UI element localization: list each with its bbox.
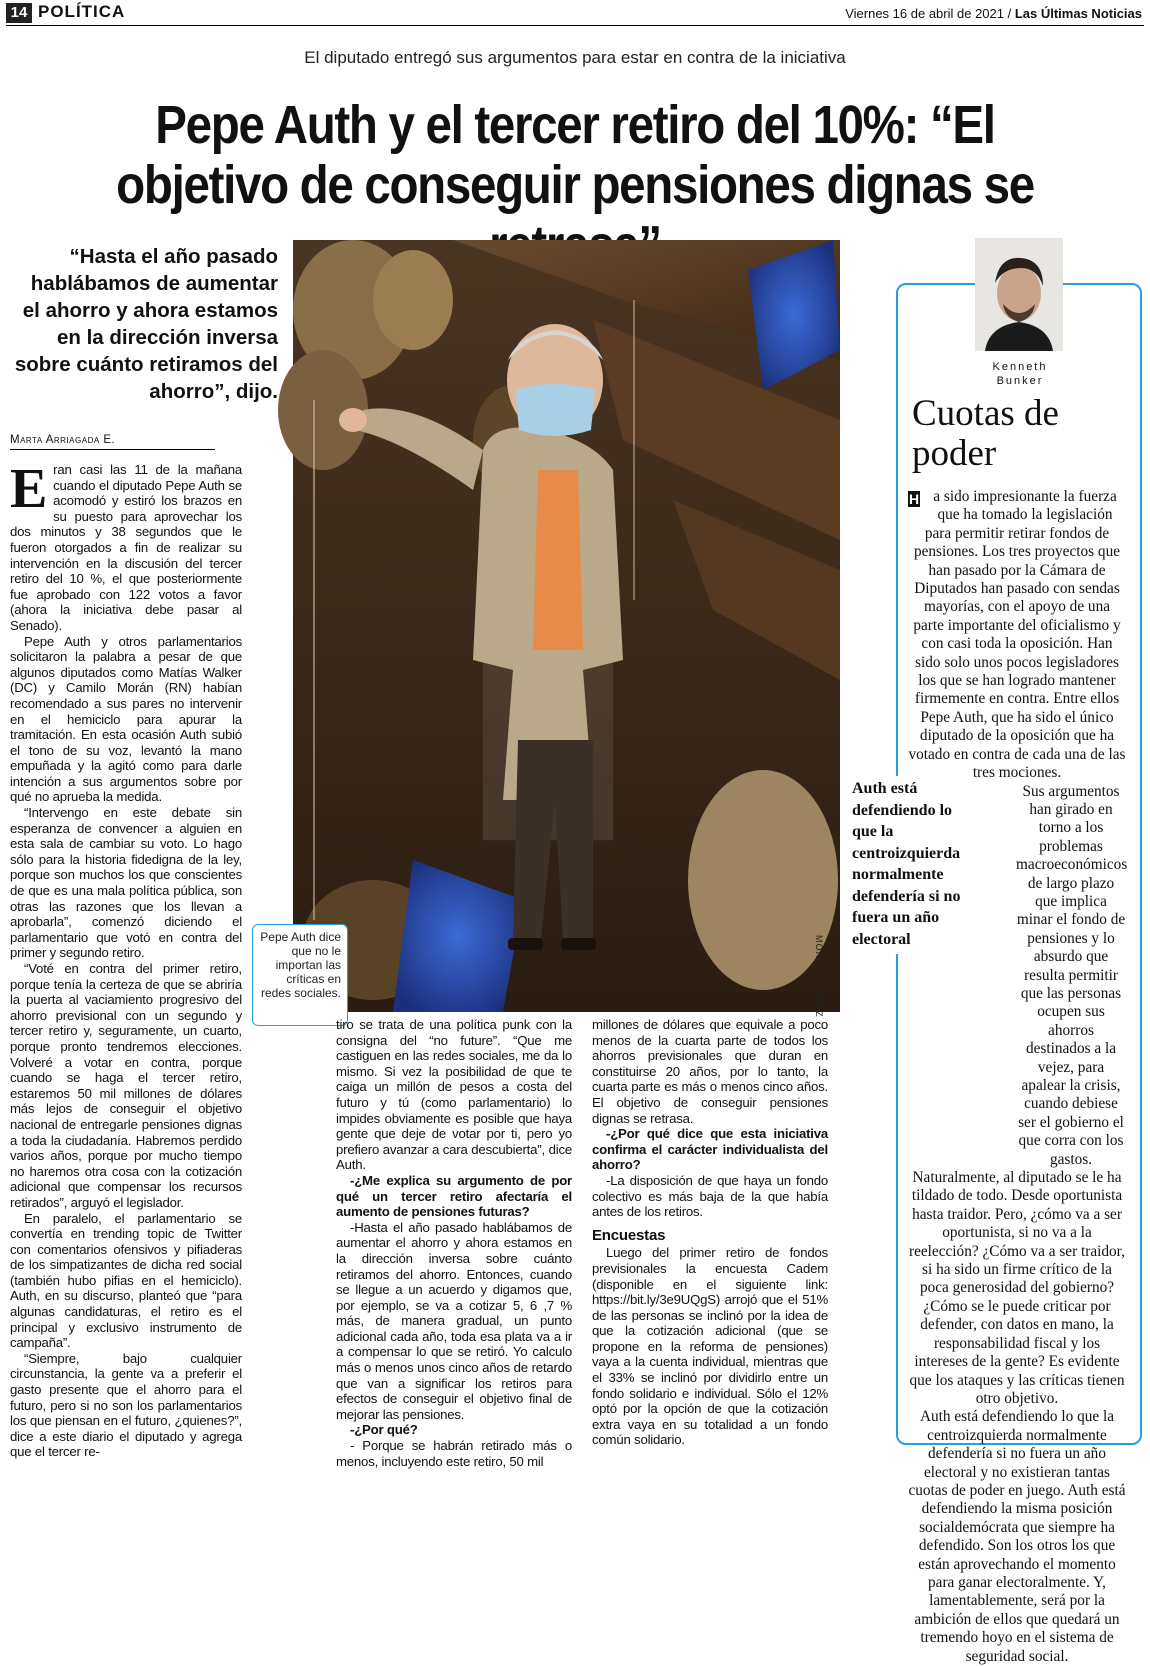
- publication-name: Las Últimas Noticias: [1014, 6, 1142, 21]
- issue-date: Viernes 16 de abril de 2021 /: [845, 6, 1012, 21]
- interview-question: -¿Me explica su argumento de por qué un tercer retiro afectaría el aumento de pensiones futuras?: [336, 1172, 572, 1220]
- side-quote: Auth está defendiendo lo que la centroizquierda normalmente defendería si no fuera un año electoral: [852, 776, 966, 954]
- article-paragraph: -La disposición de que haya un fondo colectivo es más baja de la que había antes de los retiros.: [592, 1172, 828, 1220]
- column-drop-cap: H: [908, 491, 920, 507]
- column-author: Kenneth Bunker: [975, 360, 1065, 388]
- photo-caption: Pepe Auth dice que no le importan las críticas en redes sociales.: [252, 924, 348, 1026]
- column-paragraph: Sus argumentos han girado en torno a los problemas macroeconómicos de largo plazo que implica minar el fondo de pensiones y lo absurdo que resulta permitir que las personas ocupen sus ahorros destinados a la vejez, para apalear la crisis, cuando debiese ser el gobierno el que corra con los gastos.: [1016, 782, 1128, 1168]
- article-paragraph: -Hasta el año pasado hablábamos de aumentar el ahorro y ahora estamos en la dirección inversa sobre cuánto retiramos del ahorro. Entonces, cuando se llegue a un acuerdo y digamos que, por ejemplo, se va a cotizar 5, 6 ,7 % más, de manera gradual, un punto adicional cada año, toda esa plata va a ir a compensar lo que se retiró. Yo calculo más o menos unos cinco años de retardo que van a significar los retiros para efectos de conseguir el objetivo final de mejorar las pensiones.: [336, 1219, 572, 1422]
- column-paragraph: Naturalmente, al diputado se le ha tildado de todo. Desde oportunista hasta traidor. Pero, ¿cómo va a ser oportunista, si no va a la reelección? ¿Cómo va a ser traidor, si ha sido un firme crítico de la poca generosidad del gobierno? ¿Cómo se le puede criticar por defender, con datos en mano, la responsabilidad fiscal y los intereses de la gente? Es evidente que los ataques y las críticas tienen otro objetivo.: [909, 1169, 1125, 1407]
- article-column-2: [336, 1017, 572, 1469]
- dateline: [845, 6, 1142, 21]
- headline: Pepe Auth y el tercer retiro del 10%: “El objetivo de conseguir pensiones dignas se: [116, 95, 1034, 215]
- interview-question: -¿Por qué dice que esta iniciativa confirma el carácter individualista del ahorro?: [592, 1126, 828, 1173]
- author-portrait: [975, 238, 1063, 351]
- column-paragraph: Auth está defendiendo lo que la centroizquierda normalmente defendería si no fuera un año electoral y no existieran tantas cuotas de poder en juego. Auth está defendiendo la misma posición socialdemócrata que siempre ha defendido. Son los otros los que están aprovechando el momento para ganar electoralmente. Y, lamentablemente, será por la ambición de ellos que quedará un tremendo hoyo en el sistema de seguridad social.: [908, 1408, 1126, 1665]
- byline: Marta Arriagada E.: [10, 434, 215, 450]
- photo-illustration: [293, 240, 840, 1012]
- article-paragraph: Pepe Auth y otros parlamentarios solicitaron la palabra a pesar de que algunos diputados como Matías Walker (DC) y Camilo Morán (RN) habían recomendado a sus pares no intervenir en el hemiciclo para apurar la tramitación. En esta ocasión Auth subió el tono de su voz, levantó la mano empuñada y la agitó como para darle intención a sus argumentos sobre por qué no aprueba la medida.: [10, 633, 242, 805]
- article-paragraph: Luego del primer retiro de fondos previsionales la encuesta Cadem (disponible en el siguiente link: https://bit.ly/3e9UQgS) arrojó que el 51% de las personas se inclinó por la idea de que la cotización adicional (que se propone en la reforma de pensiones) vaya a la cuenta individual, mientras que el 33% se inclinó por dividirlo entre un fondo solidario e individual. Sólo el 12% optó por la opción de que la cotización extra vaya en su totalidad a un fondo común solidario.: [592, 1245, 828, 1448]
- article-paragraph: “Intervengo en este debate sin esperanza de convencer a alguien en esta sala de cambiar su voto. Lo hago sólo para la historia fidedigna de la ley, porque son muchos los que conscientes de que es una mala política pública, son otras las razones que los llevan a aprobarla”, comenzó diciendo el parlamentario que votó en contra del primer y segundo retiro.: [10, 805, 242, 961]
- article-paragraph: tiro se trata de una política punk con la consigna del “no future”. “Que me castiguen en las redes sociales, me da lo mismo. Si vez la posibilidad de que te caiga un millón de pesos a costa del futuro y tú (como parlamentario) lo impides obviamente es posible que haya gente que deje de votar por ti, pero yo prefiero avanzar a cara descubierta”, dice Auth.: [336, 1017, 572, 1173]
- article-column-3: [592, 1017, 828, 1452]
- article-paragraph: millones de dólares que equivale a poco menos de la cuarta parte de todos los ahorros previsionales que duran en constituirse 20 años, por lo tanto, la cuarta parte es más o menos cinco años. El objetivo de conseguir pensiones dignas se retrasa.: [592, 1017, 828, 1126]
- column-paragraph: H a sido impresionante la fuerza que ha tomado la legislación para permitir retirar fondos de pensiones. Los tres proyectos que han pasado por la Cámara de Diputados han pasado con sendas mayorías, con el apoyo de una parte importante del oficialismo y con casi toda la oposición. Han sido solo unos pocos legisladores los que se han logrado mantener firmemente en contra. Entre ellos Pepe Auth, que ha sido el único diputado de la oposición que ha votado en contra de cada una de las tres mociones.: [908, 488, 1126, 782]
- interview-question: -¿Por qué?: [350, 1422, 418, 1438]
- article-paragraph: Eran casi las 11 de la mañana cuando el diputado Pepe Auth se acomodó y estiró los brazos en su puesto para aprovechar los dos minutos y 38 segundos que le fueron otorgados a fin de realizar su intervención en la discusión del tercer retiro del 10 %, el que posteriormente fue aprobado con 122 votos a favor (ahora la iniciativa debe pasar al Senado).: [10, 458, 242, 633]
- article-column-1: [10, 458, 242, 1460]
- section-name: POLÍTICA: [38, 2, 126, 21]
- column-title: Cuotas de poder: [912, 393, 1059, 474]
- article-photo: [293, 240, 840, 1012]
- pull-quote: “Hasta el año pasado hablábamos de aumentar el ahorro y ahora estamos en la dirección inversa sobre cuánto retiramos del ahorro”, dijo.: [14, 245, 278, 403]
- subheading: Encuestas: [592, 1226, 666, 1244]
- article-paragraph: “Siempre, bajo cualquier circunstancia, la gente va a preferir el gasto presente que el ahorro para el futuro, pero si no son los parlamentarios los que piensan en el futuro, ¿quienes?”, dice a este diario el diputado y agrega que el tercer re-: [10, 1350, 242, 1460]
- kicker: El diputado entregó sus argumentos para estar en contra de la iniciativa: [304, 48, 846, 67]
- photo-credit: MOISÉS MUÑOZ: [814, 935, 824, 1018]
- page-number: 14: [6, 3, 32, 23]
- article-paragraph: - Porque se habrán retirado más o menos, incluyendo este retiro, 50 mil: [336, 1438, 572, 1469]
- page-header: [6, 2, 1144, 26]
- column-body: [908, 488, 1128, 1665]
- portrait-illustration: [975, 238, 1063, 351]
- article-paragraph: En paralelo, el parlamentario se convertía en trending topic de Twitter con comentarios ofensivos y pifiaderas de los simpatizantes de dicha red social (también hubo pifias en el hemiciclo). Auth, en su discurso, planteó que “para algunas candidaturas, el retiro es el principal y exclusivo instrumento de campaña”.: [10, 1210, 242, 1351]
- drop-cap: E: [10, 458, 48, 520]
- article-paragraph: “Voté en contra del primer retiro, porque tenía la certeza de que se abriría la puerta al vaciamiento progresivo del ahorro previsional con un segundo y tercer retiro y, seguramente, un cuarto, porque pronto tendremos elecciones. Volveré a votar en contra, porque cuando se haga el tercer retiro, estaremos 50 mil millones de dólares más lejos de conseguir el objetivo nacional de entregarle pensiones dignas a toda la ciudadanía. Habremos perdido varios años, porque por mucho tiempo no haremos otra cosa con la cotización adicional que compensar los recursos retirados”, arguyó el legislador.: [10, 961, 242, 1210]
